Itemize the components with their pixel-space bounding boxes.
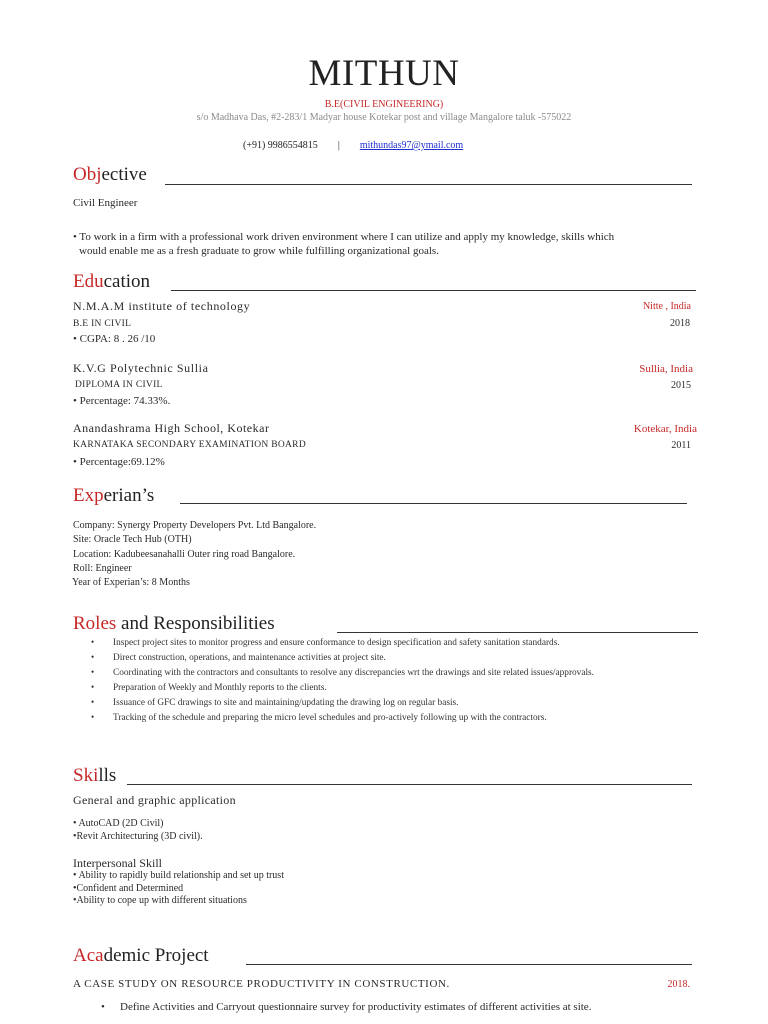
roles-bullet-3: • <box>91 667 95 677</box>
roles-rule <box>337 632 698 633</box>
skills-heading-highlight: Ski <box>73 765 99 786</box>
education-institute-2: K.V.G Polytechnic Sullia <box>73 361 209 375</box>
roles-heading-highlight: Roles <box>73 613 117 634</box>
education-score-3: • Percentage:69.12% <box>73 456 165 468</box>
education-heading <box>73 271 150 293</box>
skills-interpersonal-item-1: • Ability to rapidly build relationship and set up trust <box>73 870 284 881</box>
skills-general-title: General and graphic application <box>73 793 236 807</box>
experience-line-5: Year of Experian’s: 8 Months <box>72 577 190 588</box>
experience-rule <box>180 503 687 504</box>
academic-project-year: 2018. <box>667 979 690 990</box>
experience-heading-rest: erian’s <box>103 485 155 506</box>
skills-heading <box>73 765 116 787</box>
roles-item-6: Tracking of the schedule and preparing the micro level schedules and pro-actively following up with the contractors. <box>113 713 547 723</box>
roles-bullet-1: • <box>91 637 95 647</box>
experience-line-1: Company: Synergy Property Developers Pvt. Ltd Bangalore. <box>73 520 317 531</box>
skills-interpersonal-title: Interpersonal Skill <box>73 856 162 870</box>
skills-heading-rest: lls <box>98 765 117 786</box>
academic-project-title: A CASE STUDY ON RESOURCE PRODUCTIVITY IN CONSTRUCTION. <box>73 978 450 990</box>
objective-line-2: would enable me as a fresh graduate to grow while fulfilling organizational goals. <box>79 245 439 257</box>
roles-item-3: Coordinating with the contractors and consultants to resolve any discrepancies wrt the drawings and site related issues/approvals. <box>113 668 594 678</box>
phone-number: (+91) 9986554815 <box>243 140 318 151</box>
roles-item-4: Preparation of Weekly and Monthly reports to the clients. <box>113 683 327 693</box>
education-institute-3: Anandashrama High School, Kotekar <box>73 421 270 435</box>
objective-heading-rest: ective <box>101 164 147 185</box>
education-location-3: Kotekar, India <box>633 423 697 435</box>
education-heading-highlight: Edu <box>73 271 104 292</box>
objective-heading-highlight: Obj <box>73 164 102 185</box>
education-institute-1: N.M.A.M institute of technology <box>73 299 251 313</box>
contact-line <box>243 140 463 151</box>
experience-line-4: Roll: Engineer <box>73 563 132 574</box>
academic-heading <box>73 945 209 967</box>
academic-bullet: • <box>101 1001 105 1013</box>
skills-interpersonal-item-3: •Ability to cope up with different situations <box>73 895 247 906</box>
candidate-name: MITHUN <box>308 53 460 94</box>
education-course-3: KARNATAKA SECONDARY EXAMINATION BOARD <box>73 440 306 450</box>
education-heading-rest: cation <box>103 271 151 292</box>
education-location-1: Nitte , India <box>642 301 691 312</box>
roles-bullet-6: • <box>91 712 95 722</box>
education-year-1: 2018 <box>670 318 690 329</box>
education-score-2: • Percentage: 74.33%. <box>73 395 171 407</box>
academic-item: Define Activities and Carryout questionnaire survey for productivity estimates of different activities at site. <box>120 1001 592 1013</box>
academic-heading-highlight: Aca <box>73 945 104 966</box>
contact-separator: | <box>337 140 340 151</box>
roles-heading-rest: and Responsibilities <box>116 613 275 634</box>
education-year-3: 2011 <box>671 440 691 451</box>
experience-heading-highlight: Exp <box>73 485 104 506</box>
objective-role: Civil Engineer <box>73 197 138 209</box>
degree-line: B.E(CIVIL ENGINEERING) <box>324 99 444 110</box>
skills-interpersonal-item-2: •Confident and Determined <box>73 883 184 894</box>
roles-bullet-5: • <box>91 697 95 707</box>
objective-heading <box>73 164 147 186</box>
education-course-2: DIPLOMA IN CIVIL <box>75 380 163 390</box>
education-rule <box>171 290 696 291</box>
experience-line-3: Location: Kadubeesanahalli Outer ring road Bangalore. <box>73 549 296 560</box>
roles-heading <box>73 613 275 635</box>
academic-rule <box>246 964 692 965</box>
education-year-2: 2015 <box>671 380 691 391</box>
objective-line-1: • To work in a firm with a professional work driven environment where I can utilize and apply my knowledge, skills which <box>73 231 615 243</box>
roles-bullet-4: • <box>91 682 95 692</box>
roles-item-2: Direct construction, operations, and maintenance activities at project site. <box>113 653 386 663</box>
roles-bullet-2: • <box>91 652 95 662</box>
email-link[interactable]: mithundas97@ymail.com <box>359 140 464 151</box>
roles-item-5: Issuance of GFC drawings to site and maintaining/updating the drawing log on regular basis. <box>113 698 459 708</box>
address-line: s/o Madhava Das, #2-283/1 Madyar house Kotekar post and village Mangalore taluk -575022 <box>196 112 572 123</box>
skills-general-item-1: • AutoCAD (2D Civil) <box>73 818 164 829</box>
academic-heading-rest: demic Project <box>103 945 209 966</box>
skills-rule <box>127 784 692 785</box>
experience-line-2: Site: Oracle Tech Hub (OTH) <box>73 534 192 545</box>
experience-heading <box>73 485 154 507</box>
education-location-2: Sullia, India <box>639 363 693 375</box>
objective-rule <box>165 184 692 185</box>
skills-general-item-2: •Revit Architecturing (3D civil). <box>73 831 203 842</box>
education-score-1: • CGPA: 8 . 26 /10 <box>73 333 156 345</box>
roles-item-1: Inspect project sites to monitor progress and ensure conformance to design specification and safety sanitation standards. <box>113 638 560 648</box>
education-course-1: B.E IN CIVIL <box>73 319 132 329</box>
